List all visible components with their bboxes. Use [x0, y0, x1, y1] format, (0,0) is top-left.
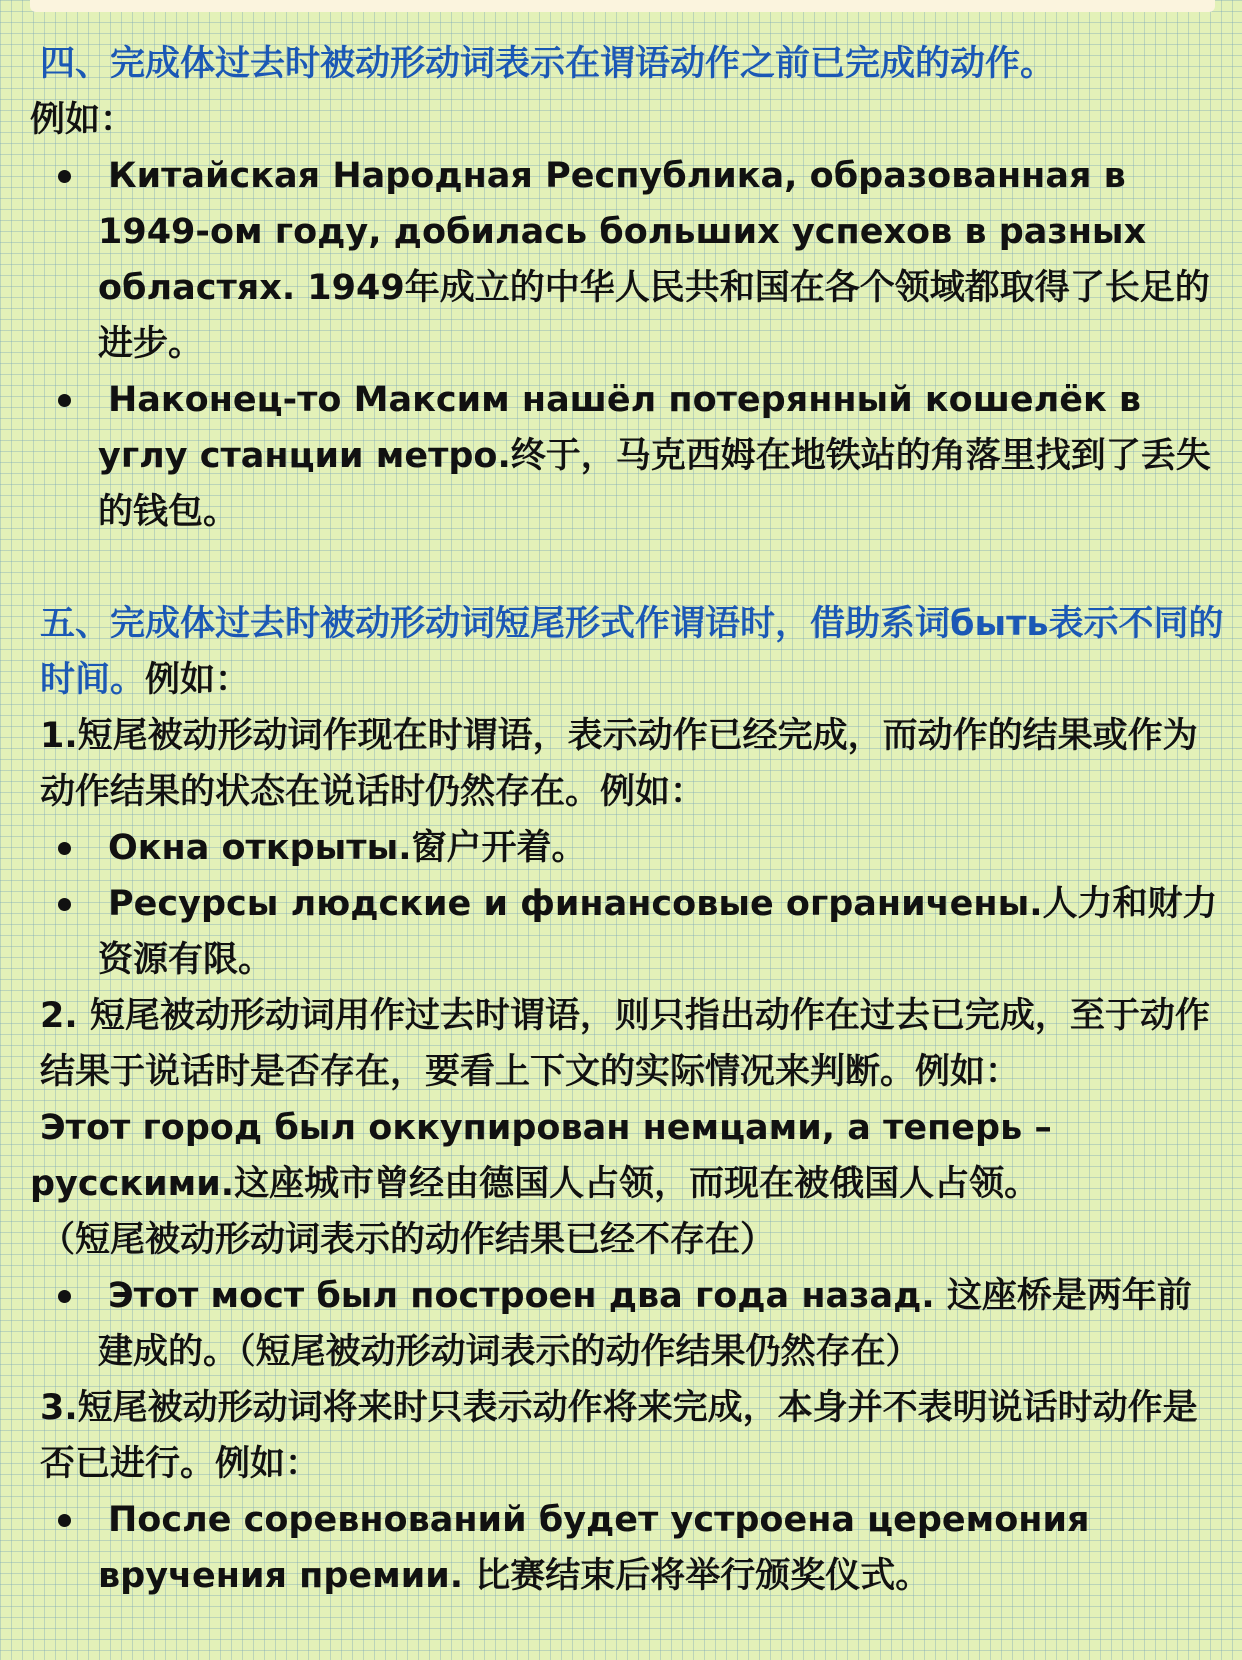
example-item [30, 876, 1225, 988]
section-5-heading-text: 五、完成体过去时被动形动词短尾形式作谓语时，借助系词быть表示不同的时间。 [40, 604, 1224, 700]
bullet-dot-icon [58, 898, 71, 911]
example-item [30, 1268, 1225, 1380]
point-1-example-list [30, 820, 1225, 988]
section-spacer [30, 540, 1225, 596]
point-2-example-list [30, 1268, 1225, 1380]
point-1-text: 1.短尾被动形动词作现在时谓语，表示动作已经完成，而动作的结果或作为动作结果的状态在说话时仍然存在。例如： [40, 716, 1198, 812]
point-2-example-note: （短尾被动形动词表示的动作结果已经不存在） [40, 1220, 776, 1260]
example-text: Окна открыты.窗户开着。 [108, 828, 587, 868]
section-5-heading-tail: 例如： [145, 660, 251, 700]
example-item [30, 1492, 1225, 1604]
example-text: Наконец-то Максим нашёл потерянный кошелёк в углу станции метро.终于，马克西姆在地铁站的角落里找到了丢失的钱包。 [98, 380, 1211, 532]
example-text: После соревнований будет устроена церемония вручения премии. 比赛结束后将举行颁奖仪式。 [98, 1500, 1090, 1596]
example-item [30, 372, 1225, 540]
bullet-dot-icon [58, 394, 71, 407]
example-item [30, 148, 1225, 372]
point-3-example-list [30, 1492, 1225, 1604]
point-2-text: 2. 短尾被动形动词用作过去时谓语，则只指出动作在过去已完成，至于动作结果于说话时是否存在，要看上下文的实际情况来判断。例如： [40, 996, 1210, 1092]
top-card-edge [30, 0, 1215, 12]
bullet-dot-icon [58, 842, 71, 855]
section-4-example-list [30, 148, 1225, 540]
bullet-dot-icon [58, 1290, 71, 1303]
point-2-example-line-1: Этот город был оккупирован немцами, а теперь – [40, 1108, 1052, 1148]
point-3-text: 3.短尾被动形动词将来时只表示动作将来完成，本身并不表明说话时动作是否已进行。例如： [40, 1388, 1198, 1484]
point-2-example-line-2: русскими.这座城市曾经由德国人占领，而现在被俄国人占领。 [30, 1164, 1040, 1204]
example-text: Этот мост был построен два года назад. 这座桥是两年前建成的。（短尾被动形动词表示的动作结果仍然存在） [98, 1276, 1192, 1372]
example-text: Китайская Народная Республика, образованная в 1949-ом году, добилась больших успехов в разных областях. 1949年成立的中华人民共和国在各个领域都取得了长足的进步。 [98, 156, 1210, 364]
section-5-heading [30, 596, 1225, 708]
section-4-heading: 四、完成体过去时被动形动词表示在谓语动作之前已完成的动作。 [40, 44, 1056, 84]
document-body [30, 36, 1225, 1604]
section-4-intro: 例如： [30, 100, 136, 140]
bullet-dot-icon [58, 170, 71, 183]
bullet-dot-icon [58, 1514, 71, 1527]
example-item [30, 820, 1225, 876]
example-text: Ресурсы людские и финансовые ограничены.人力和财力资源有限。 [98, 884, 1218, 980]
